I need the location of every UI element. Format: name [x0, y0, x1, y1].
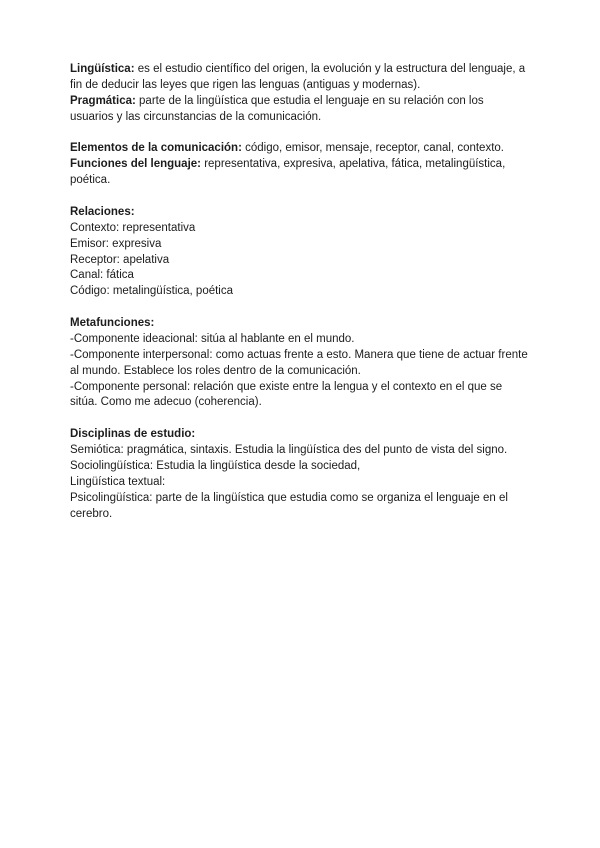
definition-linguistica: es el estudio científico del origen, la evolución y la estructura del lenguaje, a fin de deducir las leyes que rigen las lenguas (antiguas y modernas). [70, 63, 526, 91]
term-pragmatica: Pragmática: [70, 94, 136, 107]
metafunciones-line: -Componente personal: relación que existe entre la lengua y el contexto en el que se sitúa. Como me adecuo (coherencia). [70, 380, 503, 409]
relaciones-line: Contexto: representativa [70, 221, 196, 234]
disciplinas-line: Psicolingüística: parte de la lingüística que estudia como se organiza el lenguaje en el cerebro. [70, 491, 508, 520]
term-elementos: Elementos de la comunicación: [70, 142, 242, 155]
metafunciones-line: -Componente ideacional: sitúa al hablante en el mundo. [70, 333, 355, 346]
relaciones-line: Código: metalingüística, poética [70, 285, 234, 298]
metafunciones-section [70, 316, 530, 411]
disciplinas-line: Semiótica: pragmática, sintaxis. Estudia la lingüística des del punto de vista del signo. [70, 444, 508, 457]
para-funciones [70, 157, 530, 189]
metafunciones-heading: Metafunciones: [70, 317, 155, 330]
relaciones-heading: Relaciones: [70, 206, 135, 219]
document-body [70, 62, 530, 522]
disciplinas-line: Sociolingüística: Estudia la lingüística desde la sociedad, [70, 460, 361, 473]
disciplinas-line: Lingüística textual: [70, 475, 166, 488]
metafunciones-line: -Componente interpersonal: como actuas frente a esto. Manera que tiene de actuar frente al mundo. Establece los roles dentro de la comunicación. [70, 348, 528, 377]
relaciones-line: Receptor: apelativa [70, 253, 170, 266]
disciplinas-heading: Disciplinas de estudio: [70, 428, 196, 441]
communication-block [70, 141, 530, 189]
relaciones-line: Canal: fática [70, 269, 134, 282]
definition-funciones: representativa, expresiva, apelativa, fática, metalingüística, poética. [70, 158, 506, 187]
term-funciones: Funciones del lenguaje: [70, 158, 201, 171]
disciplinas-section [70, 427, 530, 522]
definitions-block [70, 62, 530, 125]
definition-pragmatica: parte de la lingüística que estudia el lenguaje en su relación con los usuarios y las circunstancias de la comunicación. [70, 94, 484, 123]
relaciones-section [70, 205, 530, 300]
definition-elementos: código, emisor, mensaje, receptor, canal, contexto. [241, 142, 504, 155]
para-linguistica [70, 62, 530, 94]
para-pragmatica [70, 94, 530, 126]
relaciones-line: Emisor: expresiva [70, 237, 162, 250]
term-linguistica: Lingüística: [70, 63, 135, 75]
para-elementos [70, 141, 530, 157]
